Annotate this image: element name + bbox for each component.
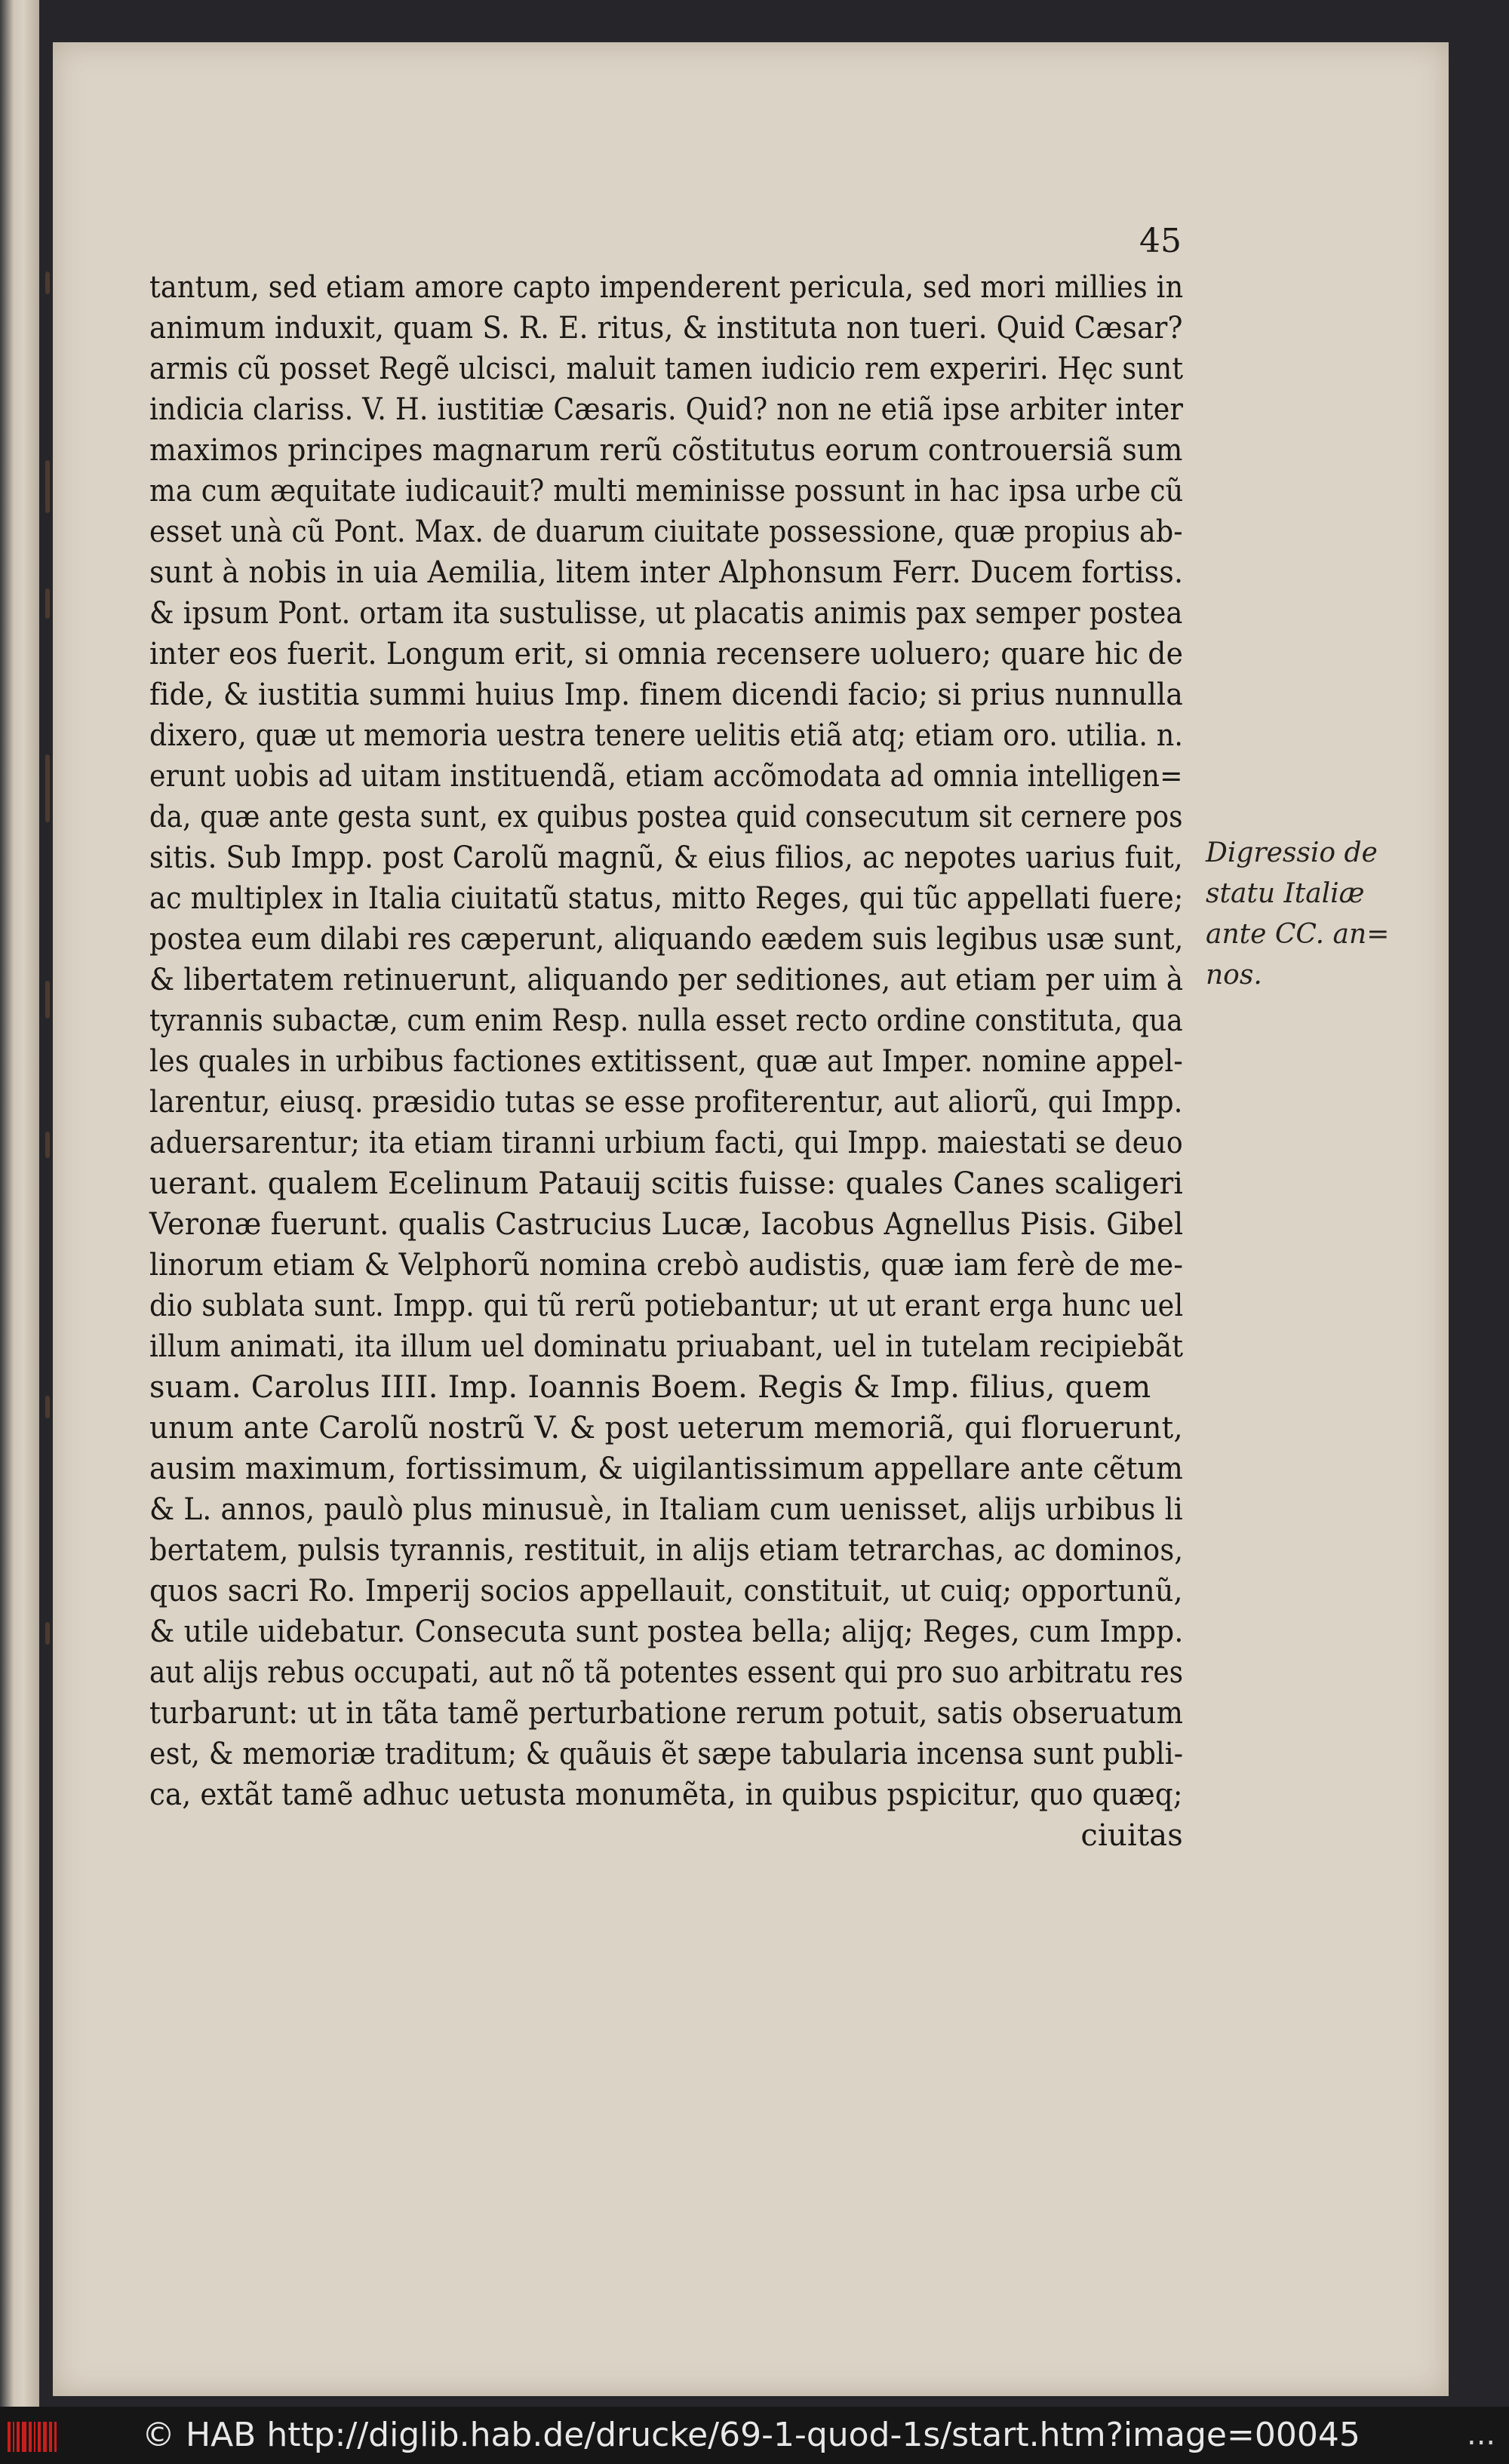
text-line: ca, extãt tamẽ adhuc uetusta monumẽta, in quibus pspicitur, quo quæq; [149, 1777, 1183, 1812]
text-line: est, & memoriæ traditum; & quãuis ẽt sæpe tabularia incensa sunt publi- [149, 1737, 1184, 1771]
text-line: bertatem, pulsis tyrannis, restituit, in alijs etiam tetrarchas, ac dominos, [149, 1533, 1184, 1568]
text-line: aut alijs rebus occupati, aut nõ tã potentes essent qui pro suo arbitratu res [149, 1655, 1184, 1690]
binding-marks [45, 226, 53, 1735]
book-spine-edge [0, 0, 39, 2407]
text-line: tyrannis subactæ, cum enim Resp. nulla esset recto ordine constituta, qua [149, 1003, 1183, 1038]
text-line: linorum etiam & Velphorũ nomina crebò audistis, quæ iam ferè de me- [149, 1248, 1184, 1283]
text-line: esset unà cũ Pont. Max. de duarum ciuitate possessione, quæ propius ab- [149, 515, 1183, 549]
book-page [53, 42, 1449, 2396]
text-line: sitis. Sub Impp. post Carolũ magnũ, & eius filios, ac nepotes uarius fuit, [149, 840, 1183, 875]
marginal-note-line: ante CC. an= [1206, 919, 1390, 950]
text-line: ac multiplex in Italia ciuitatũ status, mitto Reges, qui tũc appellati fuere; [149, 881, 1184, 916]
catchword: ciuitas [1080, 1818, 1183, 1853]
text-line: les quales in urbibus factiones extitissent, quæ aut Imper. nomine appel- [149, 1044, 1183, 1079]
page-number: 45 [1139, 222, 1182, 260]
text-line: quos sacri Ro. Imperij socios appellauit, constituit, ut cuiq; opportunũ, [149, 1574, 1183, 1608]
text-line: & L. annos, paulò plus minusuè, in Italiam cum uenisset, alijs urbibus li [149, 1492, 1183, 1527]
text-line: ma cum æquitate iudicauit? multi meminisse possunt in hac ipsa urbe cũ [149, 474, 1184, 508]
more-icon[interactable]: ... [1467, 2417, 1496, 2452]
copyright-url-text[interactable]: © HAB http://diglib.hab.de/drucke/69-1-quod-1s/start.htm?image=00045 [142, 2416, 1360, 2454]
text-line: sunt à nobis in uia Aemilia, litem inter Alphonsum Ferr. Ducem fortiss. [149, 555, 1184, 590]
marginal-note-line: Digressio de [1206, 837, 1378, 868]
text-line: Veronæ fuerunt. qualis Castrucius Lucæ, Iacobus Agnellus Pisis. Gibel [149, 1207, 1184, 1242]
text-line: inter eos fuerit. Longum erit, si omnia recensere uoluero; quare hic de [149, 637, 1184, 671]
text-line: erunt uobis ad uitam instituendã, etiam accõmodata ad omnia intelligen= [149, 759, 1183, 794]
text-line: uerant. qualem Ecelinum Patauij scitis fuisse: quales Canes scaligeri [149, 1166, 1184, 1201]
text-line: dixero, quæ ut memoria uestra tenere uelitis etiã atq; etiam oro. utilia. n. [149, 718, 1184, 753]
text-line: turbarunt: ut in tãta tamẽ perturbatione rerum potuit, satis obseruatum [149, 1696, 1184, 1731]
text-line: tantum, sed etiam amore capto impenderent pericula, sed mori millies in [149, 270, 1184, 305]
text-line: fide, & iustitia summi huius Imp. finem dicendi facio; si prius nunnulla [149, 677, 1184, 712]
text-line: aduersarentur; ita etiam tiranni urbium facti, qui Impp. maiestati se deuo [149, 1126, 1183, 1160]
text-line: indicia clariss. V. H. iustitiæ Cæsaris. Quid? non ne etiã ipse arbiter inter [149, 392, 1184, 427]
marginal-note [1206, 833, 1390, 996]
text-line: postea eum dilabi res cæperunt, aliquando eædem suis legibus usæ sunt, [149, 922, 1184, 957]
text-line: larentur, eiusq. præsidio tutas se esse profiterentur, aut aliorũ, qui Impp. [149, 1085, 1183, 1120]
marginal-note-line: nos. [1206, 960, 1262, 991]
text-line: da, quæ ante gesta sunt, ex quibus postea quid consecutum sit cernere pos [149, 800, 1183, 834]
text-line: dio sublata sunt. Impp. qui tũ rerũ potiebantur; ut ut erant erga hunc uel [149, 1289, 1184, 1323]
text-line: illum animati, ita illum uel dominatu priuabant, uel in tutelam recipiebãt [149, 1329, 1184, 1364]
text-line: maximos principes magnarum rerũ cõstitutus eorum controuersiã sum [149, 433, 1183, 468]
text-line: armis cũ posset Regẽ ulcisci, maluit tamen iudicio rem experiri. Hęc sunt [149, 352, 1184, 386]
viewer-footer [0, 2407, 1509, 2464]
text-line: & libertatem retinuerunt, aliquando per seditiones, aut etiam per uim à [149, 963, 1184, 997]
hab-logo-icon [8, 2422, 60, 2452]
marginal-note-line: statu Italiæ [1206, 878, 1365, 909]
text-line: & utile uidebatur. Consecuta sunt postea bella; alijq; Reges, cum Impp. [149, 1615, 1184, 1649]
text-line: animum induxit, quam S. R. E. ritus, & instituta non tueri. Quid Cæsar? [149, 311, 1183, 346]
text-line: unum ante Carolũ nostrũ V. & post ueterum memoriã, qui floruerunt, [149, 1411, 1183, 1446]
text-line: & ipsum Pont. ortam ita sustulisse, ut placatis animis pax semper postea [149, 596, 1183, 631]
text-line: ausim maximum, fortissimum, & uigilantissimum appellare ante cẽtum [149, 1452, 1184, 1486]
text-line: suam. Carolus IIII. Imp. Ioannis Boem. Regis & Imp. filius, quem [149, 1370, 1151, 1405]
